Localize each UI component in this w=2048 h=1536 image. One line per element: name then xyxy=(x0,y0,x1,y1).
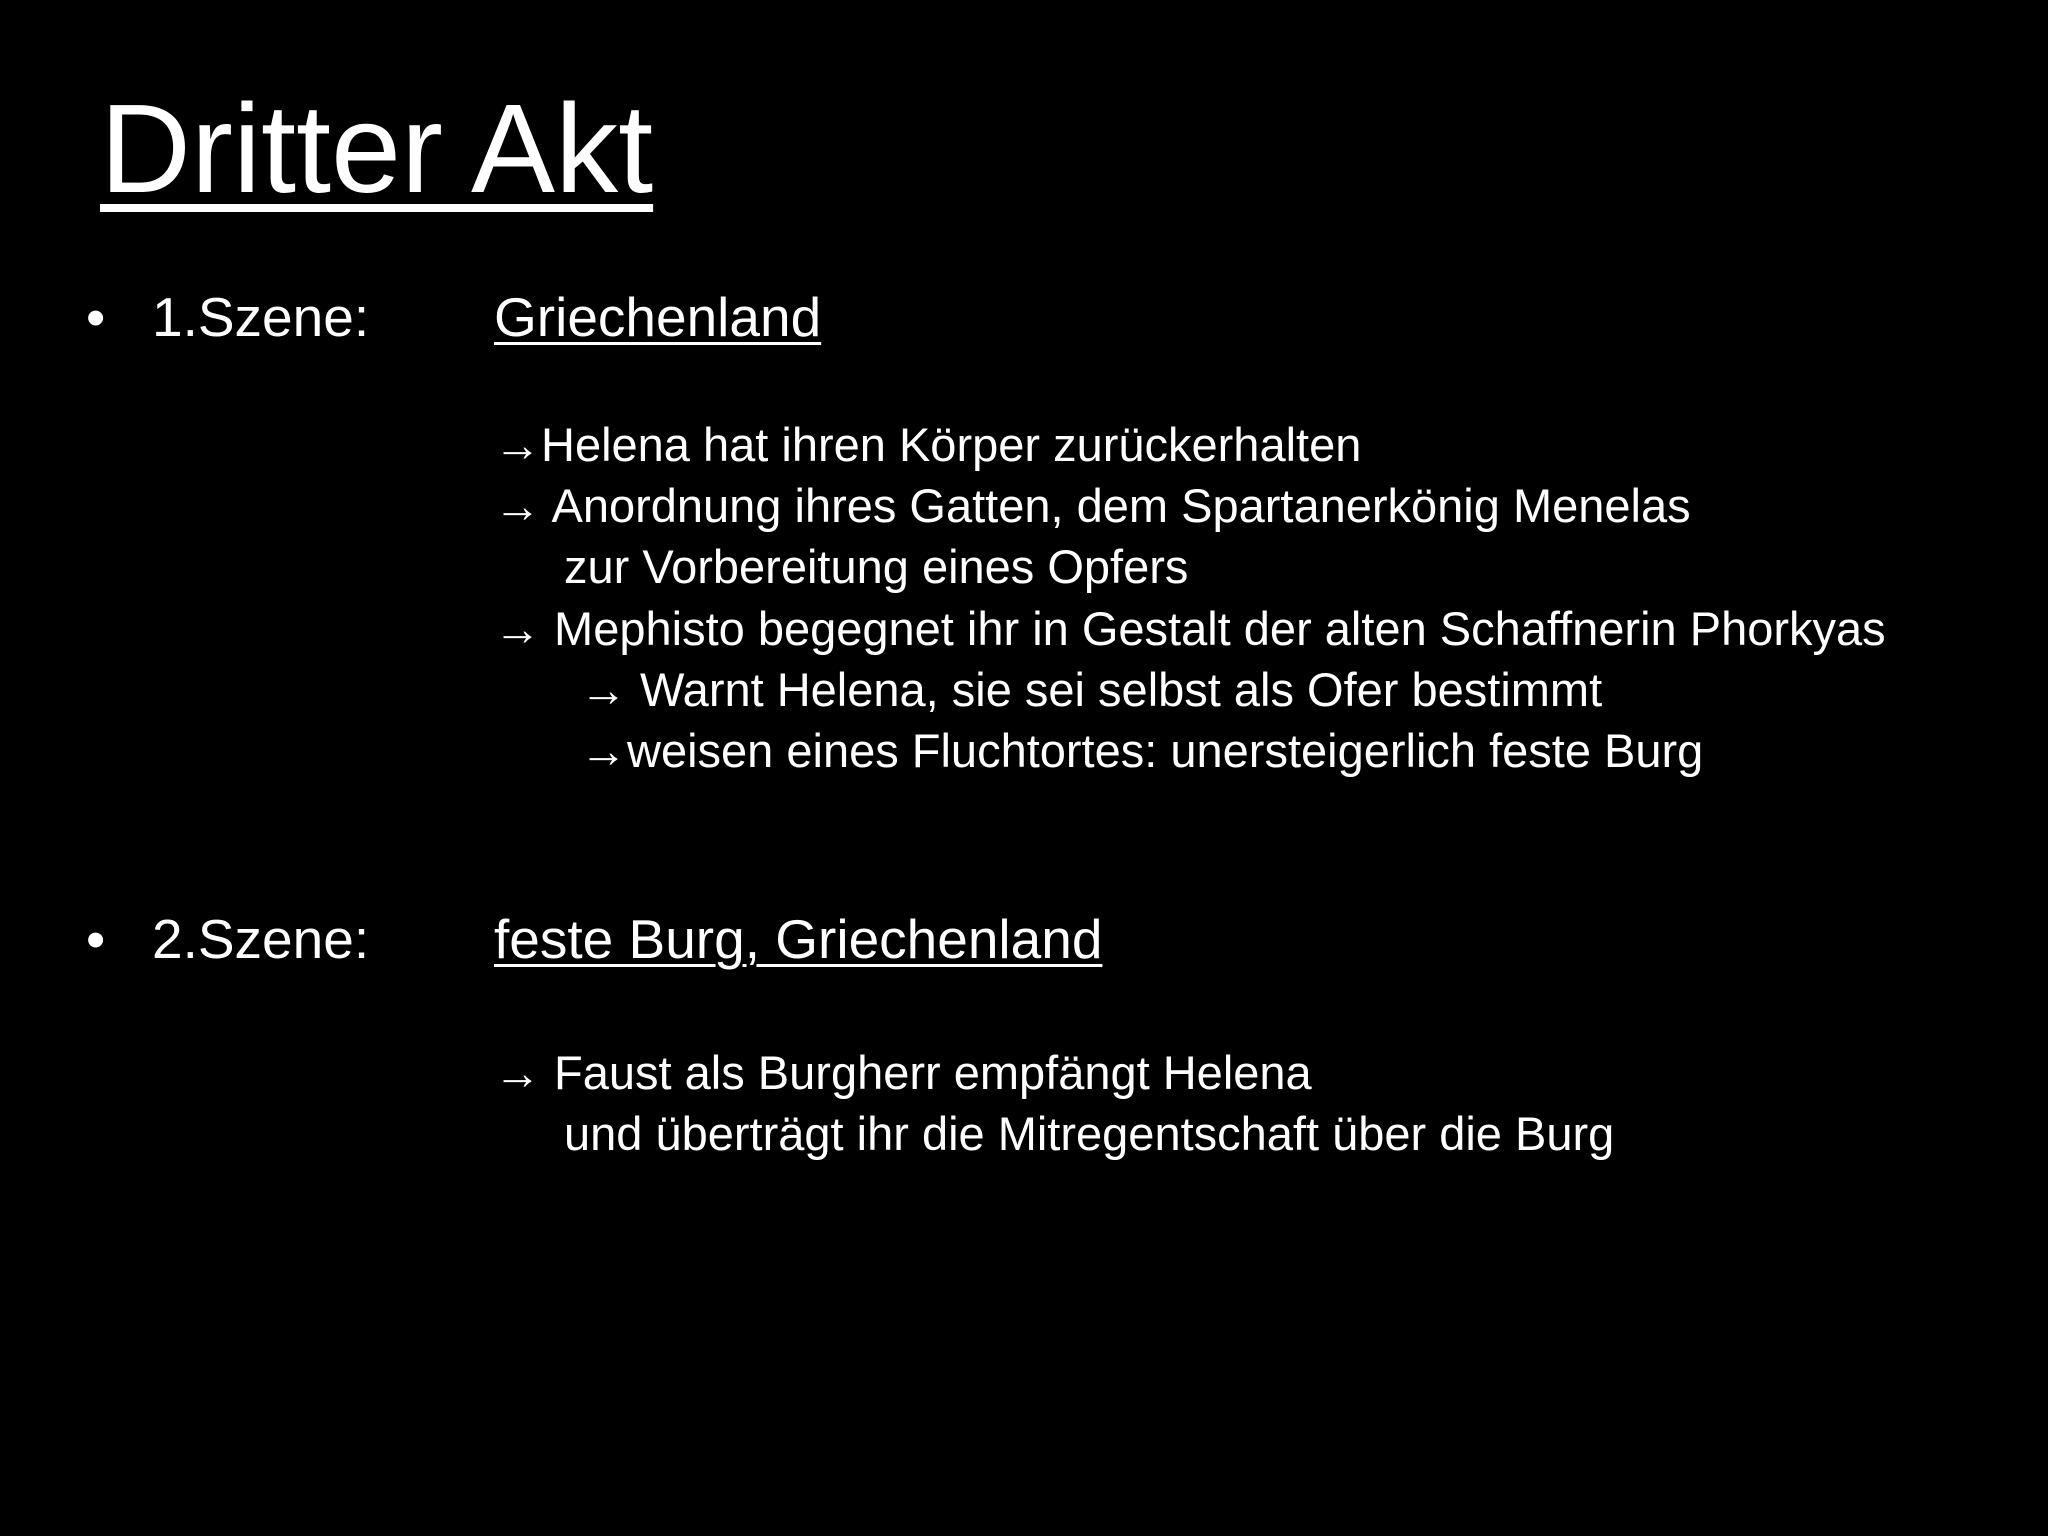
slide-title: Dritter Akt xyxy=(100,78,654,219)
scene-2-label: 2.Szene: xyxy=(152,908,370,970)
scene-1-line-5: → Warnt Helena, sie sei selbst als Ofer bestimmt xyxy=(580,663,1603,716)
scene-1-line-3: zur Vorbereitung eines Opfers xyxy=(564,540,1189,593)
scene-2-place: feste Burg, Griechenland xyxy=(494,908,1103,970)
bullet-icon: • xyxy=(86,908,106,970)
scene-1-label: 1.Szene: xyxy=(152,286,370,348)
scene-2-line-2: und überträgt ihr die Mitregentschaft über die Burg xyxy=(564,1107,1615,1160)
scene-1-line-4: → Mephisto begegnet ihr in Gestalt der alten Schaffnerin Phorkyas xyxy=(494,602,1886,655)
bullet-icon: • xyxy=(86,286,106,348)
scene-2-line-1: → Faust als Burgherr empfängt Helena xyxy=(494,1046,1312,1099)
scene-1-place: Griechenland xyxy=(494,286,822,348)
scene-1-line-1: →Helena hat ihren Körper zurückerhalten xyxy=(494,418,1362,471)
scene-1-line-2: → Anordnung ihres Gatten, dem Spartanerkönig Menelas xyxy=(494,479,1691,532)
scene-1-line-6: →weisen eines Fluchtortes: unersteigerlich feste Burg xyxy=(580,724,1704,777)
